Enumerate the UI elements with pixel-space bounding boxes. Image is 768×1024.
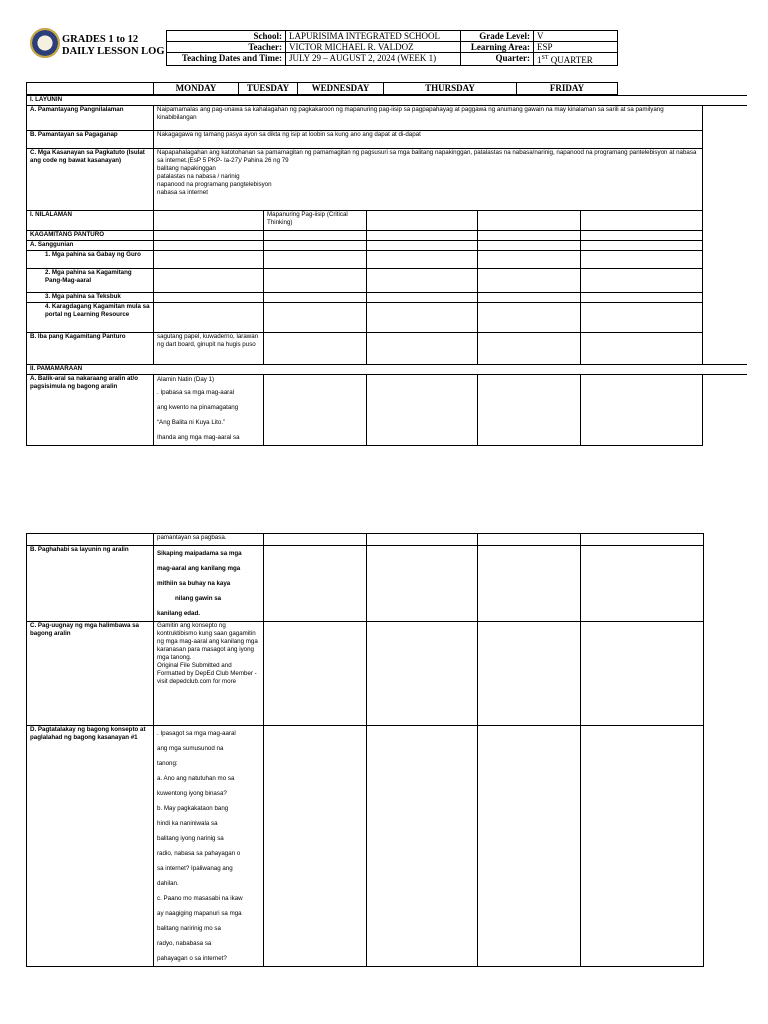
kasanayan-item: napanood na programang pangtelebisyon	[157, 181, 272, 188]
header-table	[166, 30, 618, 66]
pagtatalakay-line: a. Ano ang natutuhan mo sa	[157, 775, 235, 782]
kasanayan-text-cell	[154, 149, 703, 211]
kasanayan-item: patalastas na nabasa / narinig	[157, 173, 240, 180]
pagtatalakay-line: kuwentong iyong binasa?	[157, 790, 227, 797]
balik-aral-line: ang kwento na pinamagatang	[157, 404, 239, 411]
pag-uugnay-text: Gamitin ang konsepto ng kontruktibismo kung saan gagamitin ng mga mag-aaral ang kanilang mga karanasan para masagot ang iyong mga tanong.	[157, 622, 258, 661]
pagtatalakay-line: radyo, nababasa sa	[157, 940, 212, 947]
row-label-sanggunian: A. Sanggunian	[27, 241, 154, 251]
school-label: School:	[167, 31, 286, 42]
pagtatalakay-line: hindi ka naniniwala sa	[157, 820, 218, 827]
row-label-kagamitan: KAGAMITANG PANTURO	[27, 231, 154, 241]
paghahabi-line: nilang gawin sa	[175, 595, 222, 602]
row-label-iba-pang-kagamitan: B. Iba pang Kagamitang Panturo	[27, 333, 154, 365]
school-value: LAPURISIMA INTEGRATED SCHOOL	[286, 31, 461, 42]
balik-aral-line: Alamin Natin (Day 1)	[157, 376, 215, 383]
deped-seal-logo	[30, 28, 60, 58]
area-label: Learning Area:	[461, 42, 534, 53]
section-layunin: I. LAYUNIN	[27, 96, 747, 106]
row-label-gabay-guro: 1. Mga pahina sa Gabay ng Guro	[27, 251, 154, 269]
pagtatalakay-line: sa internet? Ipaliwanag ang	[157, 865, 233, 872]
paghahabi-line: Sikaping maipadama sa mga	[157, 550, 242, 557]
day-tuesday: TUESDAY	[239, 83, 298, 95]
row-label-kasanayan: C. Mga Kasanayan sa Pagkatuto (Isulat ang code ng bawat kasanayan)	[27, 149, 154, 211]
grade-value: V	[534, 31, 618, 42]
pagtatalakay-line: tanong:	[157, 760, 178, 767]
row-label-pamantayang-pangnilalaman: A. Pamantayang Pangnilalaman	[27, 106, 154, 131]
area-value: ESP	[534, 42, 618, 53]
title-line1: GRADES 1 to 12	[62, 34, 139, 45]
paghahabi-line: mithiin sa buhay na kaya	[157, 580, 231, 587]
row-label-pagtatalakay: D. Pagtatalakay ng bagong konsepto at paglalahad ng bagong kasanayan #1	[27, 726, 154, 967]
row-label-pag-uugnay: C. Pag-uugnay ng mga halimbawa sa bagong aralin	[27, 622, 154, 726]
row-label-learning-resource: 4. Karagdagang Kagamitan mula sa portal ng Learning Resource	[27, 303, 154, 333]
lesson-table-page2	[26, 533, 704, 967]
lesson-table-page1	[26, 95, 747, 446]
pagtatalakay-line: dahilan.	[157, 880, 179, 887]
pagtatalakay-line: pahayagan o sa internet?	[157, 955, 227, 962]
quarter-value: 1ST QUARTER	[534, 53, 618, 66]
row-label-teksbuk: 3. Mga pahina sa Teksbuk	[27, 293, 154, 303]
title-line2: DAILY LESSON LOG	[62, 46, 165, 57]
quarter-label: Quarter:	[461, 53, 534, 66]
grade-label: Grade Level:	[461, 31, 534, 42]
iba-pang-kagamitan-text: sagutang papel, kuwaderno, larawan ng dart board, ginupit na hugis puso	[154, 333, 264, 365]
day-wednesday: WEDNESDAY	[298, 83, 384, 95]
pagtatalakay-line: ang mga sumusunod na	[157, 745, 224, 752]
row-label-pamantayan-pagaganap: B. Pamantayan sa Pagaganap	[27, 131, 154, 149]
row-label-nilalaman: I. NILALAMAN	[27, 211, 154, 231]
row-label-kagamitang-mag-aaral: 2. Mga pahina sa Kagamitang Pang-Mag-aaral	[27, 269, 154, 293]
paghahabi-cell	[154, 546, 264, 622]
dates-label: Teaching Dates and Time:	[167, 53, 286, 66]
pag-uugnay-cell	[154, 622, 264, 726]
balik-aral-cell	[154, 375, 264, 446]
paghahabi-line: kanilang edad.	[157, 610, 200, 617]
pagtatalakay-line: . Ipasagot sa mga mag-aaral	[157, 730, 236, 737]
days-corner	[27, 83, 154, 95]
dates-value: JULY 29 – AUGUST 2, 2024 (WEEK 1)	[286, 53, 461, 66]
balik-aral-continued: pamantayan sa pagbasa.	[154, 534, 264, 546]
pagtatalakay-line: c. Paano mo masasabi na ikaw	[157, 895, 243, 902]
pamantayan-pagaganap-text: Nakagagawa ng tamang pasya ayon sa dikta ng isip at loobin sa kung ano ang dapat at di-dapat	[154, 131, 703, 149]
pamantayang-pangnilalaman-text: Naipamamalas ang pag-unawa sa kahalagahan ng pagkakaroon ng mapanuring pag-iisip sa pagpapahayag at paggawa ng anumang gawain na may kinalaman sa sarili at sa pamilyang kinabibilangan	[154, 106, 703, 131]
row-label-paghahabi: B. Paghahabi sa layunin ng aralin	[27, 546, 154, 622]
pagtatalakay-cell	[154, 726, 264, 967]
pagtatalakay-line: radio, nabasa sa pahayagan o	[157, 850, 241, 857]
pagtatalakay-line: ay naagiging mapanuri sa mga	[157, 910, 242, 917]
balik-aral-line: “Ang Balita ni Kuya Lito.”	[157, 419, 226, 426]
kasanayan-item: nabasa sa internet	[157, 189, 208, 196]
pagtatalakay-line: balitang naririnig mo sa	[157, 925, 221, 932]
kasanayan-item: balitang napakinggan	[157, 165, 216, 172]
pagtatalakay-line: b. May pagkakataon bang	[157, 805, 229, 812]
balik-aral-line: Ihanda ang mga mag-aaral sa	[157, 434, 240, 441]
pagtatalakay-line: balitang iyong narinig sa	[157, 835, 224, 842]
paghahabi-line: mag-aaral ang kanilang mga	[157, 565, 241, 572]
kasanayan-text: Napapahalagahan ang katotohanan sa pamamagitan ng pamamagitan ng pagsusuri sa mga balitang napakinggan, patalastas na nabasa/narinig, napanood na programang pantelebisyon at nabasa sa internet.(EsP 5 PKP- Ia-27)/ Pahina 26 ng 79	[157, 149, 697, 164]
teacher-label: Teacher:	[167, 42, 286, 53]
day-thursday: THURSDAY	[384, 83, 517, 95]
teacher-value: VICTOR MICHAEL R. VALDOZ	[286, 42, 461, 53]
balik-aral-line: . Ipabasa sa mga mag-aaral	[157, 389, 235, 396]
days-row	[26, 82, 618, 95]
nilalaman-text: Mapanuring Pag-iisip (Critical Thinking)	[264, 211, 367, 231]
day-friday: FRIDAY	[517, 83, 618, 95]
day-monday: MONDAY	[154, 83, 239, 95]
section-pamamaraan: II. PAMAMARAAN	[27, 365, 747, 375]
pag-uugnay-note: Original File Submitted and Formatted by DepEd Club Member - visit depedclub.com for more	[157, 662, 257, 685]
row-label-balik-aral: A. Balik-aral sa nakaraang aralin at/o pagsisimula ng bagong aralin	[27, 375, 154, 446]
